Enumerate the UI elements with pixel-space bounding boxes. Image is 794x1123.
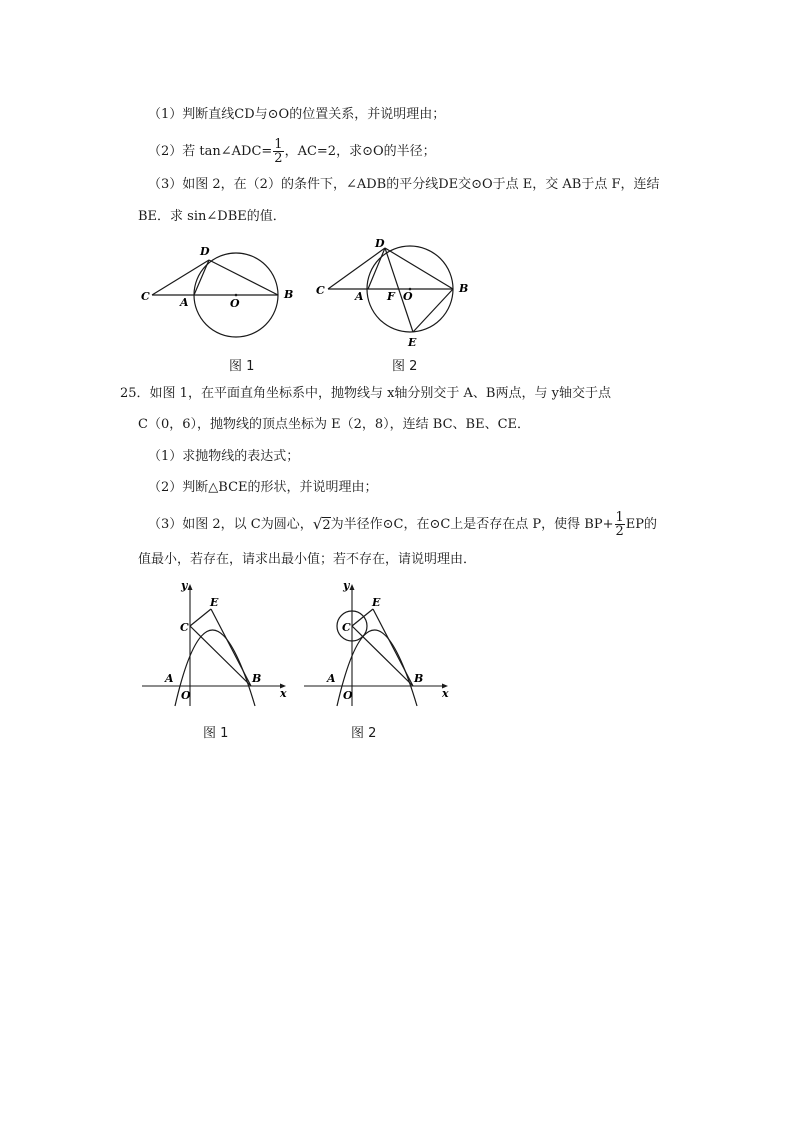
q25-part2: （2）判断△BCE的形状，并说明理由； bbox=[148, 480, 378, 495]
segment-db bbox=[385, 248, 453, 289]
label-x: x bbox=[280, 687, 287, 700]
q25-stem-line1: 25．如图 1，在平面直角坐标系中，抛物线与 x轴分别交于 A、B两点，与 y轴交于点 bbox=[120, 386, 611, 401]
sqrt-radical: √2 bbox=[312, 514, 331, 533]
label-a: A bbox=[355, 290, 364, 303]
q24-part3-line2: BE．求 sin∠DBE的值． bbox=[138, 209, 286, 224]
q24-part2-fraction bbox=[273, 138, 283, 165]
label-d: D bbox=[375, 237, 385, 250]
label-a: A bbox=[165, 672, 174, 685]
label-d: D bbox=[200, 245, 210, 258]
q24-figure-2 bbox=[313, 234, 473, 349]
segment-be bbox=[373, 609, 413, 686]
fraction-denominator: 2 bbox=[274, 151, 283, 166]
center-dot bbox=[235, 294, 238, 297]
label-c: C bbox=[141, 290, 150, 303]
label-f: F bbox=[387, 290, 395, 303]
q25-figure-2 bbox=[300, 578, 460, 713]
y-axis-arrow bbox=[188, 584, 193, 590]
q25-stem-line2: C（0，6），抛物线的顶点坐标为 E（2，8），连结 BC、BE、CE． bbox=[138, 417, 531, 432]
q25-part3-mid: 为半径作⊙C，在⊙C上是否存在点 P，使得 BP+ bbox=[330, 517, 614, 532]
q25-part3-fraction bbox=[615, 511, 625, 538]
label-c: C bbox=[342, 621, 351, 634]
label-o: O bbox=[343, 689, 353, 702]
label-e: E bbox=[408, 336, 417, 349]
label-o: O bbox=[403, 290, 413, 303]
q25-part1: （1）求抛物线的表达式； bbox=[148, 449, 300, 464]
q24-fig1-caption: 图 1 bbox=[229, 359, 255, 374]
label-b: B bbox=[414, 672, 424, 685]
label-a: A bbox=[327, 672, 336, 685]
fraction-numerator: 1 bbox=[615, 510, 624, 525]
q25-part3-line1 bbox=[148, 511, 657, 538]
label-y: y bbox=[343, 579, 350, 592]
q24-part2 bbox=[148, 138, 436, 165]
fraction-numerator: 1 bbox=[274, 137, 283, 152]
q25-figure-1 bbox=[138, 578, 298, 713]
label-b: B bbox=[284, 288, 294, 301]
label-a: A bbox=[180, 296, 189, 309]
label-o: O bbox=[181, 689, 191, 702]
segment-be bbox=[211, 609, 251, 686]
label-c: C bbox=[180, 621, 189, 634]
q25-fig2-caption: 图 2 bbox=[351, 726, 377, 741]
segment-cb bbox=[352, 626, 413, 686]
q24-figure-1 bbox=[138, 240, 298, 350]
label-x: x bbox=[442, 687, 449, 700]
q24-part2-pre: （2）若 tan∠ADC= bbox=[148, 144, 273, 159]
label-c: C bbox=[316, 284, 325, 297]
sqrt-radicand: 2 bbox=[322, 517, 331, 533]
label-b: B bbox=[459, 282, 469, 295]
q24-part3-line1: （3）如图 2，在（2）的条件下，∠ADB的平分线DE交⊙O于点 E，交 AB于点 F，连结 bbox=[148, 177, 660, 192]
label-y: y bbox=[181, 579, 188, 592]
label-b: B bbox=[252, 672, 262, 685]
q25-part3-post: EP的 bbox=[625, 517, 658, 532]
q25-part3-line2: 值最小，若存在，请求出最小值；若不存在，请说明理由． bbox=[138, 552, 477, 567]
segment-cd bbox=[152, 260, 209, 295]
segment-cb bbox=[190, 626, 251, 686]
label-o: O bbox=[230, 297, 240, 310]
fraction-denominator: 2 bbox=[615, 524, 624, 539]
label-e: E bbox=[210, 596, 219, 609]
q24-fig2-caption: 图 2 bbox=[392, 359, 418, 374]
segment-ce bbox=[190, 609, 211, 626]
q25-part3-pre: （3）如图 2，以 C为圆心， bbox=[148, 517, 313, 532]
segment-db bbox=[209, 260, 278, 295]
y-axis-arrow bbox=[350, 584, 355, 590]
q24-part2-post: ，AC=2，求⊙O的半径； bbox=[284, 144, 436, 159]
label-e: E bbox=[372, 596, 381, 609]
q25-fig1-caption: 图 1 bbox=[203, 726, 229, 741]
q24-part1: （1）判断直线CD与⊙O的位置关系，并说明理由； bbox=[148, 107, 446, 122]
